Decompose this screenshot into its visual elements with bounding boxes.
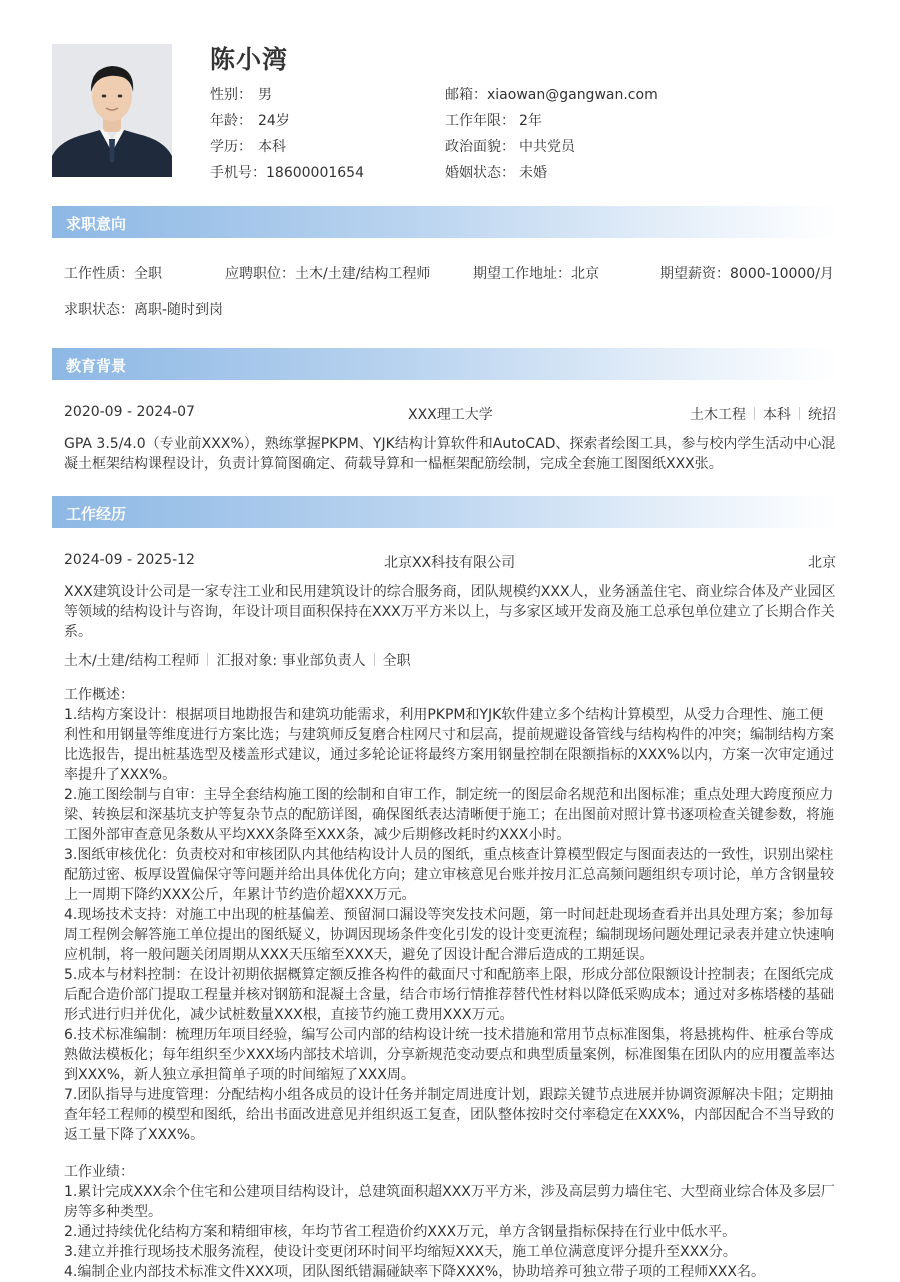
overview-list (64, 705, 836, 1145)
achievement-list (64, 1182, 836, 1282)
candidate-name: 陈小湾 (210, 45, 289, 74)
profile-photo (52, 44, 172, 177)
achievement-title: 工作业绩： (64, 1164, 134, 1180)
marital-label: 婚姻状态： (445, 165, 515, 181)
overview-title: 工作概述： (64, 687, 134, 703)
overview-item: 3.图纸审核优化：负责校对和审核团队内其他结构设计人员的图纸，重点核查计算模型假定与图面表达的一致性，识别出梁柱配筋过密、板厚设置偏保守等问题并给出具体优化方向；建立审核意见台账并按月汇总高频问题组织专项讨论，单方含钢量较上一周期下降约XXX公斤，年累计节约造价超XXX万元。 (64, 847, 834, 903)
work-years-value: 2年 (519, 113, 542, 129)
email-label: 邮箱： (445, 87, 487, 103)
achievement-item: 3.建立并推行现场技术服务流程，使设计变更闭环时间平均缩短XXX天，施工单位满意度评分提升至XXX分。 (64, 1244, 737, 1260)
overview-item: 7.团队指导与进度管理：分配结构小组各成员的设计任务并制定周进度计划，跟踪关键节点进展并协调资源解决卡阻；定期抽查年轻工程师的模型和图纸，给出书面改进意见并组织返工复查，团队整体按时交付率稳定在XXX%，内部因配合不当导致的返工量下降了XXX%。 (64, 1087, 835, 1143)
marital-field (445, 162, 547, 182)
work-period: 2024-09 - 2025-12 (64, 552, 195, 568)
intent-status-value: 离职-随时到岗 (134, 302, 224, 318)
intent-salary-label: 期望薪资： (660, 266, 730, 282)
divider (207, 653, 208, 666)
gender-label: 性别： (210, 87, 252, 103)
section-title-work: 工作经历 (66, 505, 127, 523)
work-years-label: 工作年限： (445, 113, 515, 129)
phone-label: 手机号： (210, 165, 266, 181)
work-role: 土木/土建/结构工程师 (64, 653, 200, 669)
section-header-intent (52, 206, 838, 238)
overview-item: 4.现场技术支持：对施工中出现的桩基偏差、预留洞口漏设等突发技术问题，第一时间赶赴现场查看并出具处理方案；参加每周工程例会解答施工单位提出的图纸疑义，协调因现场条件变化引发的设计变更流程；编制现场问题处理记录表并建立快速响应机制，将一般问题关闭周期从XXX天压缩至XXX天，避免了因设计配合滞后造成的工期延误。 (64, 907, 834, 963)
company-description: XXX建筑设计公司是一家专注工业和民用建筑设计的综合服务商，团队规模约XXX人，业务涵盖住宅、商业综合体及产业园区等领域的结构设计与咨询，年设计项目面积保持在XXX万平方米以上，与多家区域开发商及施工总承包单位建立了长期合作关系。 (64, 584, 836, 640)
email-field (445, 84, 658, 104)
intent-salary-value: 8000-10000/月 (730, 266, 834, 282)
political-label: 政治面貌： (445, 139, 515, 155)
intent-position-label: 应聘职位： (225, 266, 295, 282)
gender-field (210, 84, 272, 104)
education-value: 本科 (258, 139, 286, 155)
work-job-type: 全职 (382, 653, 411, 669)
education-meta (690, 404, 836, 424)
marital-value: 未婚 (519, 165, 547, 181)
section-title-education: 教育背景 (66, 357, 127, 375)
gender-value: 男 (258, 87, 272, 103)
age-field (210, 110, 290, 130)
achievement-item: 1.累计完成XXX余个住宅和公建项目结构设计，总建筑面积超XXX万平方米，涉及高层剪力墙住宅、大型商业综合体及多层厂房等多种类型。 (64, 1184, 835, 1220)
overview-item: 5.成本与材料控制：在设计初期依据概算定额反推各构件的截面尺寸和配筋率上限，形成分部位限额设计控制表；在图纸完成后配合造价部门提取工程量并核对钢筋和混凝土含量，结合市场行情推荐替代性材料以降低采购成本；通过对多栋塔楼的基础形式进行归并优化，减少试桩数量XXX根，直接节约施工费用XXX万元。 (64, 967, 834, 1023)
education-major: 土木工程 (690, 407, 746, 423)
political-value: 中共党员 (519, 139, 575, 155)
education-school: XXX理工大学 (408, 407, 493, 423)
overview-item: 2.施工图绘制与自审：主导全套结构施工图的绘制和自审工作，制定统一的图层命名规范和出图标准；重点处理大跨度预应力梁、转换层和深基坑支护等复杂节点的配筋详图，确保图纸表达清晰便于施工；在出图前对照计算书逐项检查关键参数，将施工图外部审查意见条数从平均XXX条降至XXX条，减少后期修改耗时约XXX小时。 (64, 787, 834, 843)
intent-status-label: 求职状态： (64, 302, 134, 318)
education-label: 学历： (210, 139, 252, 155)
intent-type (64, 263, 162, 283)
section-header-work (52, 496, 838, 528)
education-field (210, 136, 286, 156)
intent-position (225, 263, 430, 283)
intent-location-label: 期望工作地址： (473, 266, 571, 282)
work-city: 北京 (808, 555, 836, 571)
email-value: xiaowan@gangwan.com (487, 87, 658, 103)
political-field (445, 136, 575, 156)
education-mode: 统招 (808, 407, 836, 423)
phone-field (210, 162, 364, 182)
achievement-item: 4.编制企业内部技术标准文件XXX项，团队图纸错漏碰缺率下降XXX%，协助培养可独立带子项的工程师XXX名。 (64, 1264, 765, 1280)
work-report: 汇报对象: 事业部负责人 (216, 653, 366, 669)
education-degree: 本科 (763, 407, 791, 423)
overview-item: 1.结构方案设计：根据项目地勘报告和建筑功能需求，利用PKPM和YJK软件建立多个结构计算模型，从受力合理性、施工便利性和用钢量等维度进行方案比选；与建筑师反复磨合柱网尺寸和层高，提前规避设备管线与结构构件的冲突；编制结构方案比选报告，提出桩基选型及楼盖形式建议，通过多轮论证将最终方案用钢量控制在限额指标的XXX%以内，方案一次审定通过率提升了XXX%。 (64, 707, 835, 783)
age-value: 24岁 (258, 113, 290, 129)
intent-position-value: 土木/土建/结构工程师 (295, 266, 431, 282)
work-years-field (445, 110, 542, 130)
intent-location (473, 263, 599, 283)
intent-type-value: 全职 (134, 266, 162, 282)
phone-value: 18600001654 (266, 165, 364, 181)
age-label: 年龄： (210, 113, 252, 129)
overview-item: 6.技术标准编制：梳理历年项目经验，编写公司内部的结构设计统一技术措施和常用节点标准图集，将悬挑构件、桩承台等成熟做法模板化；每年组织至少XXX场内部技术培训，分享新规范变动要点和典型质量案例，标准图集在团队内的应用覆盖率达到XXX%，新人独立承担简单子项的时间缩短了XXX周。 (64, 1027, 835, 1083)
work-role-meta (64, 650, 411, 670)
divider (374, 653, 375, 666)
avatar-illustration (52, 44, 172, 177)
intent-type-label: 工作性质： (64, 266, 134, 282)
intent-salary (660, 263, 834, 283)
intent-location-value: 北京 (571, 266, 599, 282)
section-title-intent: 求职意向 (66, 215, 127, 233)
intent-status (64, 299, 223, 319)
education-description: GPA 3.5/4.0（专业前XXX%），熟练掌握PKPM、YJK结构计算软件和AutoCAD、探索者绘图工具，参与校内学生活动中心混凝土框架结构课程设计，负责计算简图确定、荷载导算和一榀框架配筋绘制，完成全套施工图图纸XXX张。 (64, 436, 836, 472)
work-company: 北京XX科技有限公司 (384, 555, 516, 571)
achievement-item: 2.通过持续优化结构方案和精细审核，年均节省工程造价约XXX万元，单方含钢量指标保持在行业中低水平。 (64, 1224, 737, 1240)
section-header-education (52, 348, 838, 380)
divider (799, 407, 800, 420)
education-period: 2020-09 - 2024-07 (64, 404, 195, 420)
divider (754, 407, 755, 420)
